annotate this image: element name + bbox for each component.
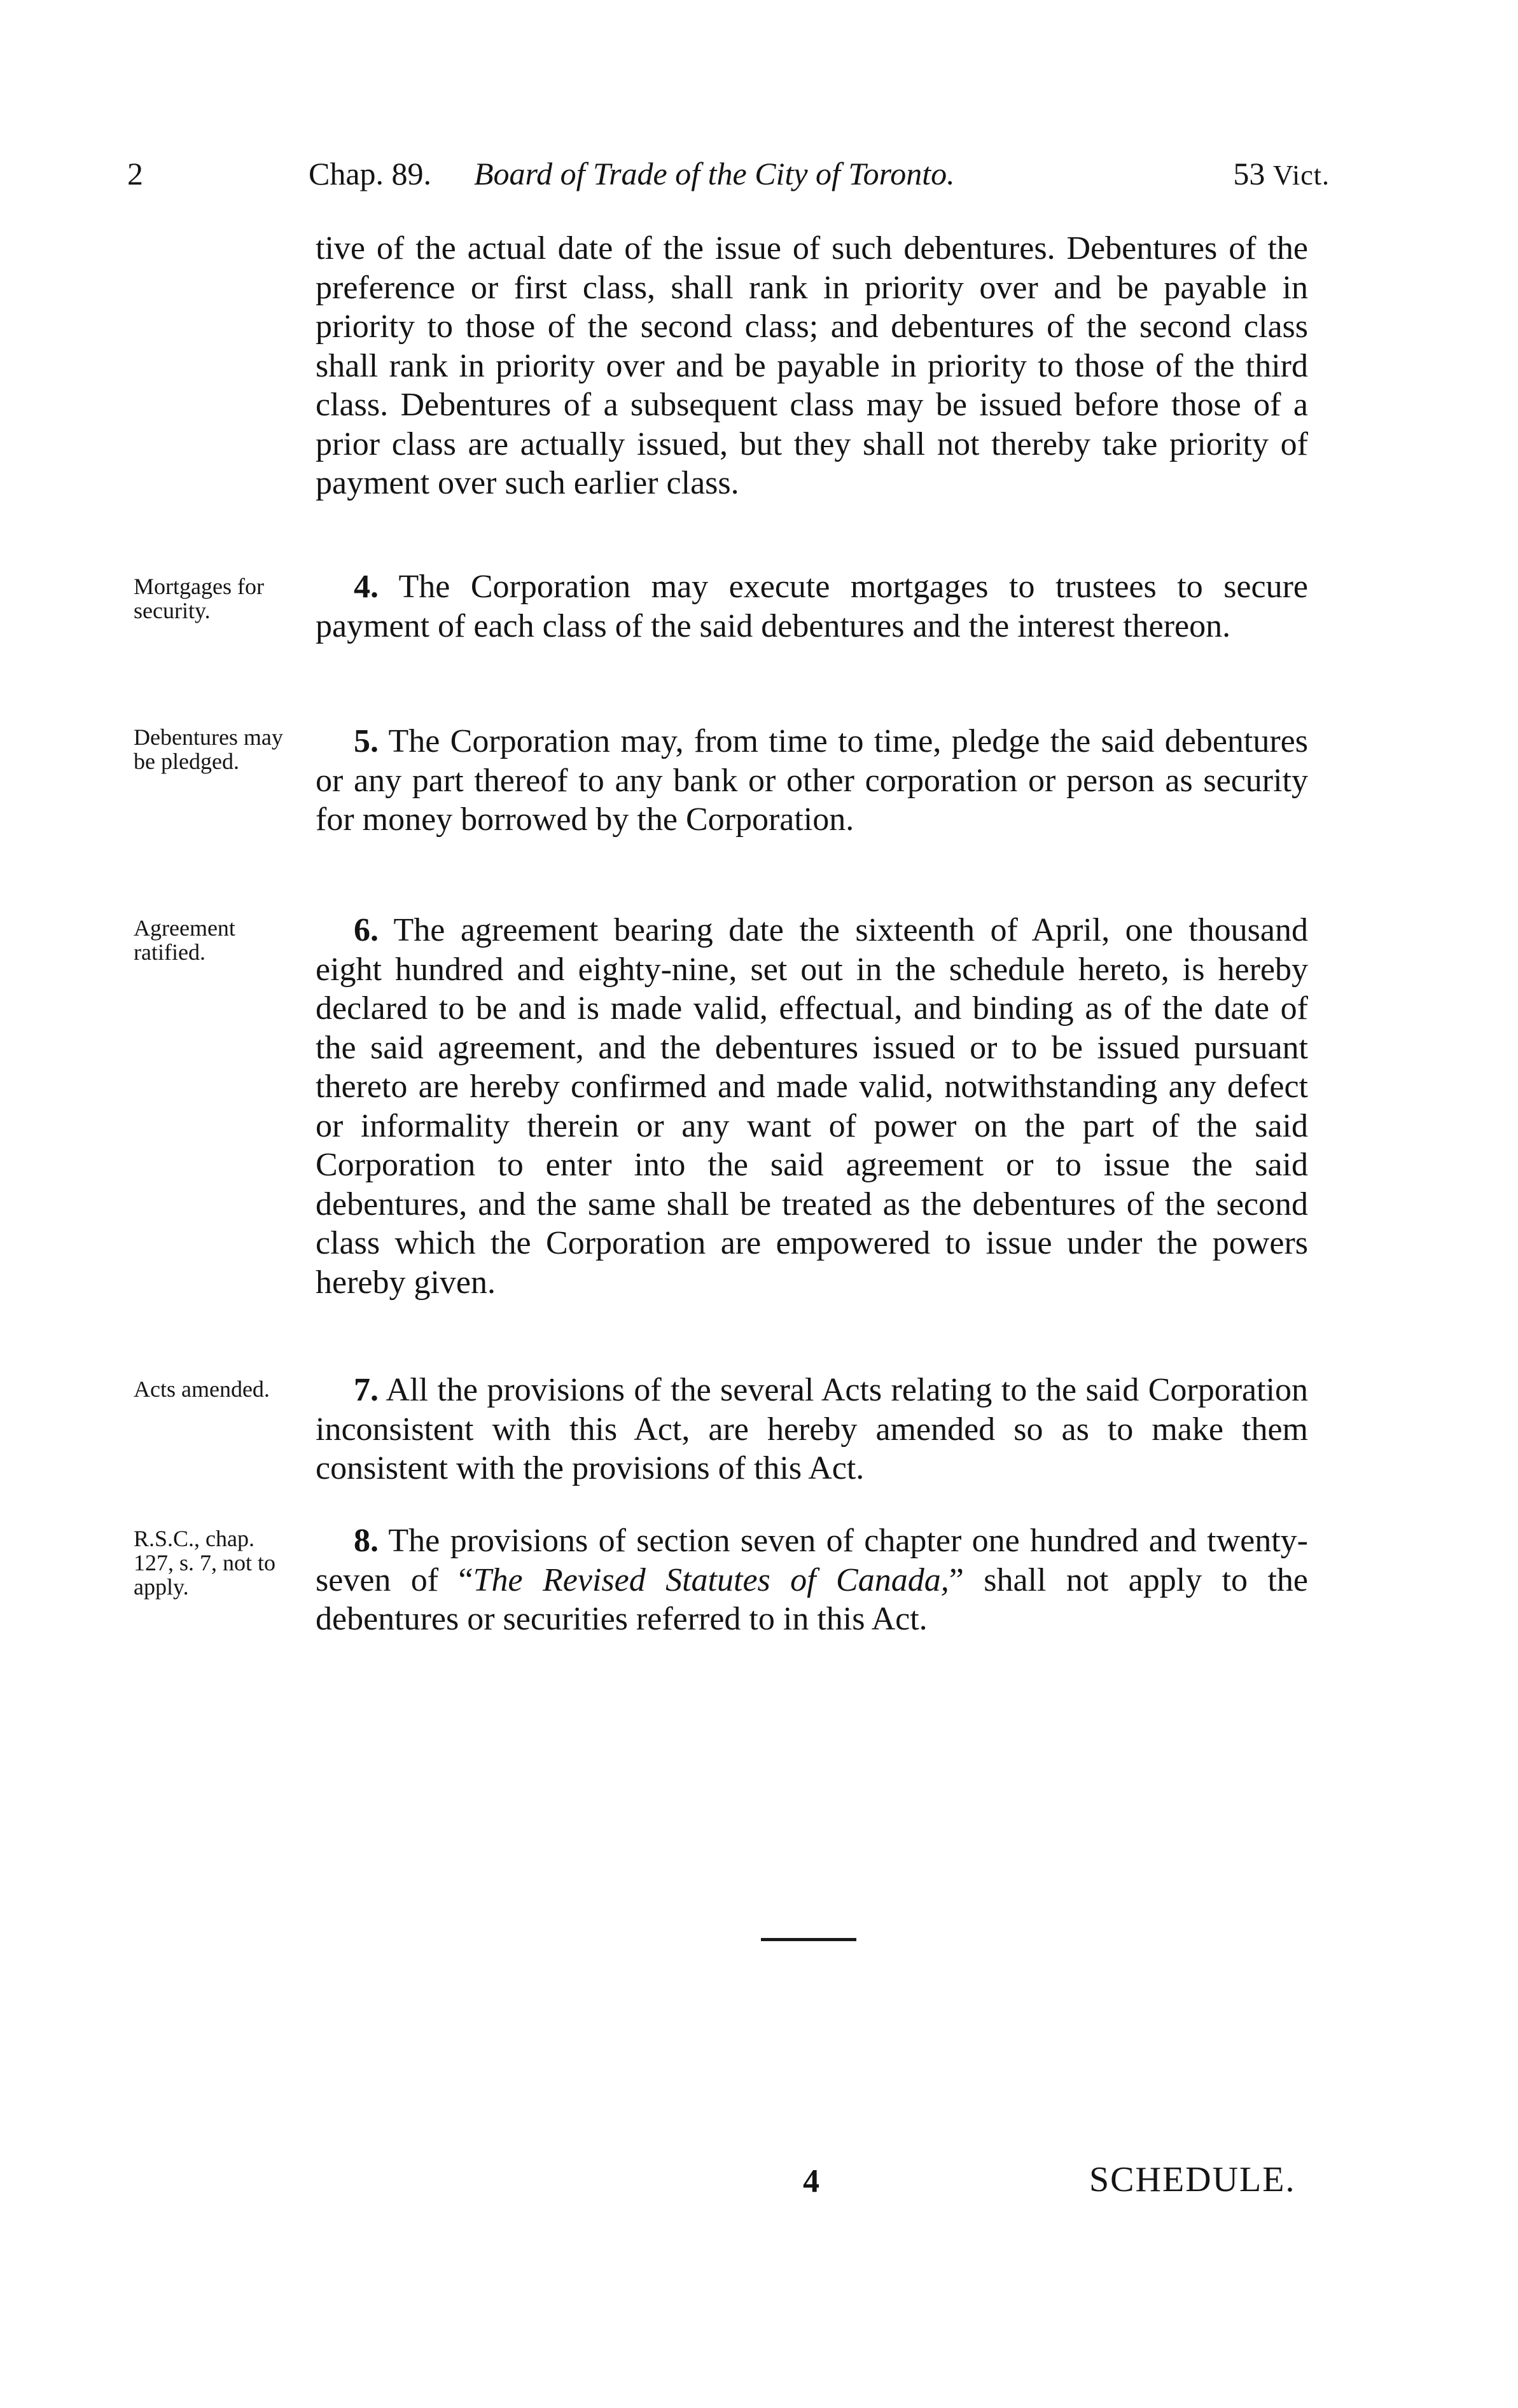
sidenote-section-7: Acts amended. (134, 1376, 270, 1402)
statute-title: The Revised Statutes of Canada, (473, 1561, 949, 1598)
chapter-number: Chap. 89. (309, 156, 432, 191)
section-text-before: The provisions of section seven of chapter one hundred and twenty-seven of “ (316, 1523, 1308, 1598)
section-text: The Corporation may execute mortgages to trustees to secure payment of each class of the said debentures and the interest thereon. (316, 569, 1308, 644)
section-8 (316, 1521, 1308, 1639)
section-number: 5. (354, 723, 379, 759)
section-6 (316, 911, 1308, 1302)
section-7 (316, 1371, 1308, 1488)
act-title: Board of Trade of the City of Toronto. (474, 156, 955, 191)
regnal-year-abbr: Vict. (1272, 160, 1330, 191)
section-text: The Corporation may, from time to time, pledge the said debentures or any part thereof to any bank or other corporation or person as security for money borrowed by the Corporation. (316, 723, 1308, 838)
section-number: 6. (354, 912, 379, 948)
sidenote-section-4: Mortgages for security. (134, 574, 264, 623)
end-rule (761, 1938, 856, 1941)
running-header (127, 151, 1330, 196)
catchword: SCHEDULE. (1089, 2160, 1296, 2199)
regnal-year-number: 53 (1233, 156, 1265, 191)
sidenote-section-6: Agreement ratified. (134, 915, 235, 965)
continuation-paragraph: tive of the actual date of the issue of such debentures. Debentures of the preference or first class, shall rank in priority over and be payable in priority to those of the second class; and debentures of the second class shall rank in priority over and be payable in priority to those of the third class. Debentures of a subsequent class may be issued before those of a prior class are actually issued, but they shall not thereby take priority of payment over such earlier class. (316, 230, 1308, 501)
section-5 (316, 722, 1308, 840)
section-number: 4. (354, 569, 379, 605)
section-number: 8. (354, 1523, 379, 1559)
section-4 (316, 567, 1308, 646)
page-number: 2 (127, 156, 143, 191)
signature-mark: 4 (803, 2163, 819, 2199)
section-text-after: ” shall not apply to the debentures or securities referred to in this Act. (316, 1561, 1308, 1637)
section-text: The agreement bearing date the sixteenth of April, one thousand eight hundred and eighty-nine, set out in the schedule hereto, is hereby declared to be and is made valid, effectual, and binding as of the date of the said agreement, and the debentures issued or to be issued pursuant thereto are hereby confirmed and made valid, notwithstanding any defect or informality therein or any want of power on the part of the said Corporation to enter into the said agreement or to issue the said debentures, and the same shall be treated as the debentures of the second class which the Corporation are empowered to issue under the powers hereby given. (316, 912, 1308, 1301)
section-number: 7. (354, 1372, 379, 1408)
sidenote-section-8: R.S.C., chap. 127, s. 7, not to apply. (134, 1526, 276, 1600)
sidenote-section-5: Debentures may be pledged. (134, 724, 283, 774)
section-text: All the provisions of the several Acts relating to the said Corporation inconsistent with this Act, are hereby amended so as to make them consistent with the provisions of this Act. (316, 1372, 1308, 1486)
regnal-year (1233, 151, 1330, 198)
